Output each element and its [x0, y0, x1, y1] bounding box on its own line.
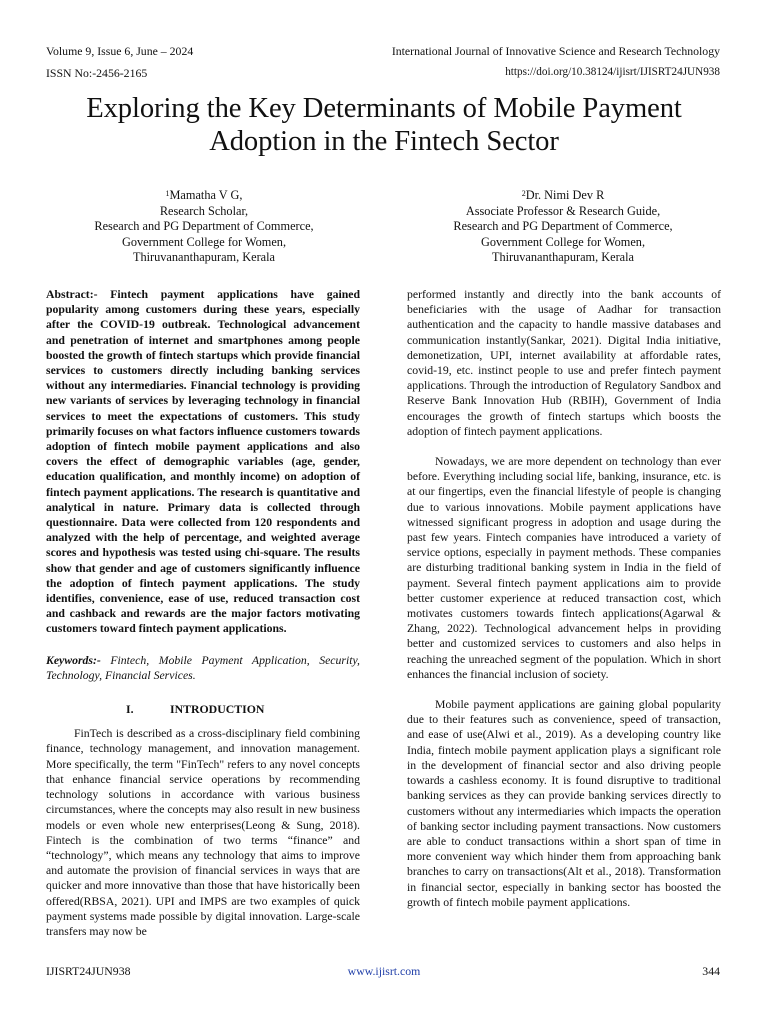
intro-paragraph-2: Nowadays, we are more dependent on technology than ever before. Everything including social life, banking, insurance, etc. is at our fingertips, even the financial lifestyle of people is changing due to various innovations. Mobile payment applications have witnessed significant progress in adoption and usage during the past few years. Fintech companies have introduced a variety of service options, especially in payment methods. These companies are disturbing traditional banking system in India in the field of payment. Several fintech payment applications aim to provide better customer experience at reduced transaction cost, which motivates customers towards fintech applications(Agarwal & Zhang, 2022). Technological advancement helps in providing better and customized services to customers and also helps in reaching the unreached segment of the population. Which in short enhances the financial inclusion of society. [407, 455, 721, 681]
author-institution: Government College for Women, [121, 234, 287, 249]
author-name [398, 188, 728, 204]
author-location: Thiruvananthapuram, Kerala [132, 250, 276, 264]
footer-paper-id: IJISRT24JUN938 [46, 964, 131, 978]
issn: ISSN No:-2456-2165 [46, 66, 148, 80]
author-institution: Government College for Women, [480, 234, 646, 249]
paper-title [40, 92, 728, 158]
keywords-list: Fintech, Mobile Payment Application, Security, Technology, Financial Services. [46, 653, 360, 682]
doi-link[interactable]: https://doi.org/10.38124/ijisrt/IJISRT24JUN938 [505, 66, 720, 78]
journal-name: International Journal of Innovative Science and Research Technology [391, 44, 720, 58]
section-number: I. [126, 702, 134, 717]
right-column [407, 287, 721, 910]
journal-volume: Volume 9, Issue 6, June – 2024 [46, 44, 194, 58]
footer-website-link[interactable]: www.ijisrt.com [347, 964, 421, 978]
author-block-1 [39, 188, 369, 266]
author-name [39, 188, 369, 204]
author-department: Research and PG Department of Commerce, [94, 219, 314, 233]
author-location: Thiruvananthapuram, Kerala [491, 250, 635, 264]
section-heading [46, 702, 360, 717]
intro-paragraph-1-continued: performed instantly and directly into the bank accounts of beneficiaries with the usage of Aadhar for transaction authentication and the capacity to handle massive databases and communication instantly(Sankar, 2021). Digital India initiative, demonetization, UPI, internet availability at affordable rates, covid-19, etc. instinct people to use and prefer fintech payment applications. Through the introduction of Regulatory Sandbox and Reserve Bank Innovation Hub (RBIH), Government of India encourages the growth of fintech startups which boosts the adoption of fintech payment applications. [407, 288, 721, 438]
keywords-label: Keywords:- [46, 653, 101, 667]
section-title: INTRODUCTION [170, 702, 265, 717]
paper-title-line-1: Exploring the Key Determinants of Mobile Payment [86, 93, 682, 124]
author-name-text: Dr. Nimi Dev R [525, 188, 605, 202]
abstract: Abstract:- Fintech payment applications have gained popularity among customers during these years, especially after the COVID-19 outbreak. Technological advancement and penetration of internet and smartphones among people boosted the growth of fintech startups which provide financial services to customers directly including banking services without any intermediaries. Financial technology is providing new variants of services by leveraging technology in financial services to meet the expectations of customers. This study primarily focuses on what factors influence customers towards adoption of fintech mobile payment applications and also covers the effect of demographic variables (age, gender, education qualification, and monthly income) on adoption of fintech payment applications. The research is quantitative and analytical in nature. Primary data is collected through questionnaire. Data were collected from 120 respondents and analyzed with the help of percentage, and weighted average scores and hypothesis was tested using chi-square. The results show that gender and age of customers significantly influence the adoption of fintech payment applications. The study identifies, convenience, ease of use, reduced transaction cost and cashback and rewards are the major factors motivating customers toward fintech payment applications. [46, 288, 360, 636]
left-column [46, 287, 360, 939]
author-role: Associate Professor & Research Guide, [465, 203, 661, 218]
intro-paragraph-3: Mobile payment applications are gaining global popularity due to their features such as convenience, speed of transaction, and ease of use(Alwi et al., 2019). As a developing country like India, fintech mobile payment application plays a significant role in the development of financial sector and also driving people towards a cashless economy. It is found disruptive to traditional banking services as they can provide banking services directly to customers without any intermediaries which impacts the operation of banking sector including payment transactions. Now customers are able to conduct transactions within a short span of time in more convenient way which hinder them from approaching bank branches to carry on transactions(Alt et al., 2018). Transformation in financial sector, especially in banking sector has boosted the growth of fintech mobile payment applications. [407, 698, 721, 909]
author-affiliation-mark: 1 [165, 189, 170, 198]
keywords [46, 653, 360, 683]
paper-title-line-2: Adoption in the Fintech Sector [209, 126, 559, 157]
author-name-text: Mamatha V G, [169, 188, 243, 202]
author-department: Research and PG Department of Commerce, [453, 219, 673, 233]
author-affiliation-mark: 2 [521, 189, 526, 198]
page-number: 344 [702, 964, 720, 978]
author-block-2 [398, 188, 728, 266]
intro-paragraph-1: FinTech is described as a cross-disciplinary field combining finance, technology management, and innovation management. More specifically, the term "FinTech" refers to any novel concepts that enhance financial service operations by recommending technology solutions in accordance with various business circumstances, where the concepts may also result in new business models or even whole new enterprises(Leong & Sung, 2018). Fintech is the combination of two terms “finance” and “technology”, which means any technology that aims to improve and automate the provision of financial services in ways that are quicker and more innovative than those that have historically been offered(RBSA, 2021). UPI and IMPS are two examples of quick payment systems made possible by digital innovation. Large-scale transfers may now be [46, 727, 360, 938]
author-role: Research Scholar, [159, 203, 249, 218]
